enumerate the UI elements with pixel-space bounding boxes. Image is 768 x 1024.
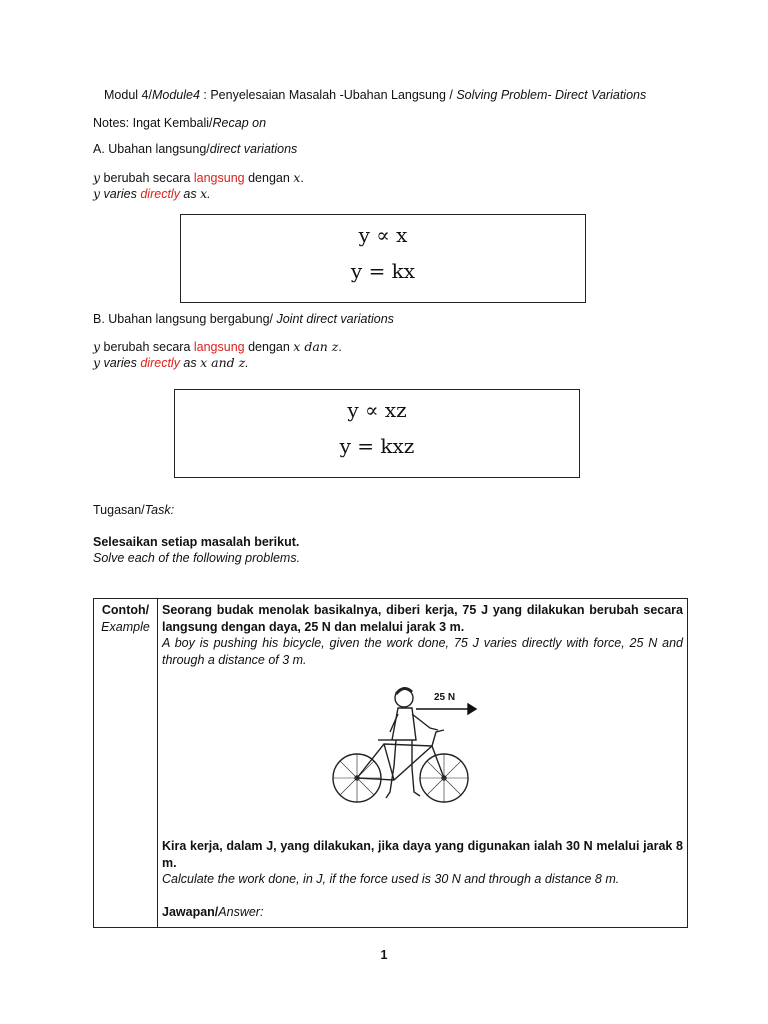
text: berubah secara bbox=[100, 171, 194, 185]
task-instruction-en: Solve each of the following problems. bbox=[93, 551, 301, 565]
answer-label-bm: Jawapan/ bbox=[162, 904, 219, 919]
formula-proportional: y ∝ xz bbox=[347, 398, 407, 422]
title-en: Solving Problem- Direct Variations bbox=[456, 88, 647, 102]
formula-equation: y = kxz bbox=[339, 434, 415, 458]
section-a-line-en bbox=[93, 186, 211, 201]
highlight-directly: directly bbox=[140, 187, 180, 201]
formula-proportional: y ∝ x bbox=[358, 223, 408, 247]
text: . bbox=[338, 340, 342, 354]
formula-box-b bbox=[174, 389, 580, 478]
var-y: y bbox=[93, 186, 101, 201]
section-b-line-bm bbox=[93, 339, 342, 354]
var-x-and-z: x and z bbox=[200, 355, 246, 370]
text: dengan bbox=[244, 171, 294, 185]
question-bm: Kira kerja, dalam J, yang dilakukan, jika daya yang digunakan ialah 30 N melalui jarak 8 m. bbox=[162, 839, 683, 870]
var-x: x bbox=[200, 186, 208, 201]
answer-label bbox=[162, 904, 683, 921]
title-separator: : bbox=[199, 88, 211, 102]
title-bm: Penyelesaian Masalah -Ubahan Langsung / bbox=[210, 88, 457, 102]
module-label-en: Module4 bbox=[151, 88, 200, 102]
highlight-directly: directly bbox=[140, 356, 180, 370]
text: berubah secara bbox=[100, 340, 194, 354]
force-label: 25 N bbox=[434, 692, 456, 703]
section-a-heading bbox=[93, 142, 297, 156]
text: dengan bbox=[244, 340, 294, 354]
section-b-line-en bbox=[93, 355, 249, 370]
module-label-bm: Modul 4/ bbox=[104, 88, 152, 102]
text: varies bbox=[100, 187, 141, 201]
text: . bbox=[300, 171, 304, 185]
var-y: y bbox=[93, 170, 101, 185]
task-label-bm: Tugasan/ bbox=[93, 503, 145, 517]
example-content-cell bbox=[158, 599, 688, 928]
example-label-en: Example bbox=[101, 620, 150, 634]
notes-heading bbox=[93, 116, 266, 130]
force-arrow-icon bbox=[414, 702, 484, 716]
question-en: Calculate the work done, in J, if the force used is 30 N and through a distance 8 m. bbox=[162, 872, 620, 886]
var-x-dan-z: x dan z bbox=[293, 339, 339, 354]
section-a-heading-en: direct variations bbox=[209, 142, 298, 156]
text: as bbox=[179, 187, 201, 201]
boy-pushing-bicycle-icon bbox=[332, 680, 492, 820]
bicycle-illustration bbox=[162, 680, 683, 838]
var-y: y bbox=[93, 339, 101, 354]
task-heading bbox=[93, 503, 174, 517]
text: varies bbox=[100, 356, 141, 370]
task-label-en: Task: bbox=[144, 503, 175, 517]
answer-label-en: Answer: bbox=[218, 904, 264, 919]
text: . bbox=[207, 187, 211, 201]
highlight-langsung: langsung bbox=[193, 340, 245, 354]
notes-label-en: Recap on bbox=[212, 116, 267, 130]
section-b-heading bbox=[93, 312, 394, 326]
notes-label-bm: Notes: Ingat Kembali/ bbox=[93, 116, 213, 130]
text: . bbox=[245, 356, 249, 370]
task-instruction-bm: Selesaikan setiap masalah berikut. bbox=[93, 535, 300, 549]
module-title bbox=[104, 88, 646, 102]
text: as bbox=[179, 356, 201, 370]
highlight-langsung: langsung bbox=[193, 171, 245, 185]
var-y: y bbox=[93, 355, 101, 370]
example-label-bm: Contoh/ bbox=[101, 603, 150, 617]
formula-box-a bbox=[180, 214, 586, 303]
example-table bbox=[93, 598, 688, 928]
var-x: x bbox=[293, 170, 301, 185]
section-b-heading-en: Joint direct variations bbox=[276, 312, 394, 326]
section-b-heading-bm: B. Ubahan langsung bergabung/ bbox=[93, 312, 277, 326]
page-number: 1 bbox=[380, 948, 388, 962]
example-label-cell bbox=[94, 599, 158, 928]
formula-equation: y = kx bbox=[350, 259, 416, 283]
problem-en: A boy is pushing his bicycle, given the work done, 75 J varies directly with force, 25 N and through a distance of 3 m. bbox=[162, 636, 683, 667]
section-a-heading-bm: A. Ubahan langsung/ bbox=[93, 142, 210, 156]
section-a-line-bm bbox=[93, 170, 304, 185]
problem-bm: Seorang budak menolak basikalnya, diberi kerja, 75 J yang dilakukan berubah secara langsung dengan daya, 25 N dan melalui jarak 3 m. bbox=[162, 603, 683, 634]
